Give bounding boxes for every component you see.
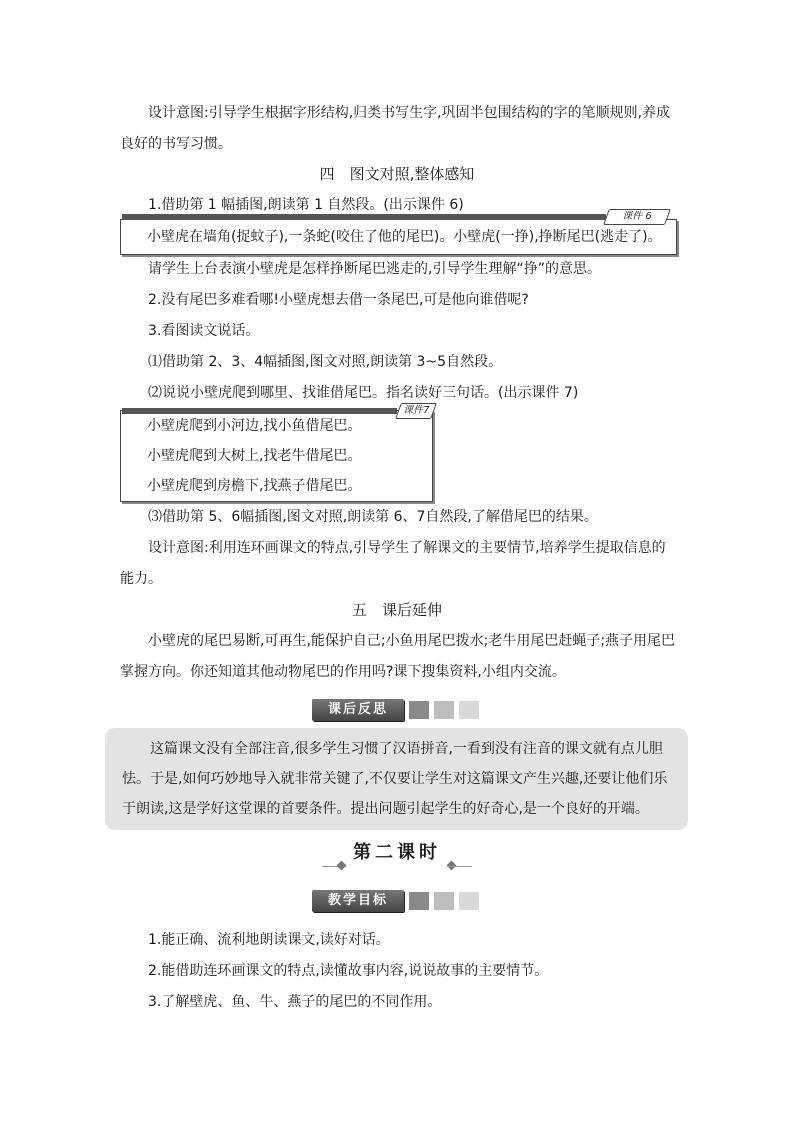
kejian-6-line: 小壁虎在墙角(捉蚊子),一条蛇(咬住了他的尾巴)。小壁虎(一挣),挣断尾巴(逃走了)。 <box>147 229 662 245</box>
kejian-7-tab-stripe <box>122 408 397 414</box>
goal-2: 2.能借助连环画课文的特点,读懂故事内容,说说故事的主要情节。 <box>148 963 549 979</box>
step-2: 2.没有尾巴多难看哪!小壁虎想去借一条尾巴,可是他向谁借呢? <box>148 292 529 308</box>
after-kejian-6: 请学生上台表演小壁虎是怎样挣断尾巴逃走的,引导学生理解“挣”的意思。 <box>148 261 601 277</box>
step-3-1: ⑴借助第 2、3、4幅插图,图文对照,朗读第 3~5自然段。 <box>148 354 503 370</box>
reflection-box <box>105 728 688 830</box>
goals-bar <box>312 890 486 912</box>
kejian-6-box <box>120 219 677 255</box>
lesson-2-title: 第二课时 <box>353 842 441 863</box>
step-3-3: ⑶借助第 5、6幅插图,图文对照,朗读第 6、7自然段,了解借尾巴的结果。 <box>148 509 598 525</box>
bar-square-3 <box>459 701 479 719</box>
kejian-6-tab <box>603 209 671 225</box>
kejian-7-box <box>120 410 433 502</box>
step-3: 3.看图读文说话。 <box>148 323 260 339</box>
goal-3: 3.了解壁虎、鱼、牛、燕子的尾巴的不同作用。 <box>148 994 442 1010</box>
design-intent-paragraph-2: 设计意图:利用连环画课文的特点,引导学生了解课文的主要情节,培养学生提取信息的能力。 <box>120 540 666 587</box>
section-5-heading: 五 课后延伸 <box>351 601 442 619</box>
lesson-title-rule-right <box>448 866 472 867</box>
kejian-7-line-2: 小壁虎爬到大树上,找老牛借尾巴。 <box>147 448 362 464</box>
step-3-2: ⑵说说小壁虎爬到哪里、找谁借尾巴。指名读好三句话。(出示课件 7) <box>148 385 579 401</box>
kejian-6-tab-label: 课件 6 <box>622 211 652 222</box>
kejian-7-tab <box>395 403 437 419</box>
kejian-7-line-1: 小壁虎爬到小河边,找小鱼借尾巴。 <box>147 418 362 434</box>
reflection-label: 课后反思 <box>312 699 404 721</box>
goal-1: 1.能正确、流利地朗读课文,读好对话。 <box>148 932 390 948</box>
kejian-6-tab-stripe <box>122 214 606 220</box>
design-intent-paragraph-1: 设计意图:引导学生根据字形结构,归类书写生字,巩固半包围结构的字的笔顺规则,养成良好的书写习惯。 <box>120 105 671 152</box>
goals-square-1 <box>409 892 429 910</box>
bar-square-2 <box>434 701 454 719</box>
reflection-bar <box>312 699 486 721</box>
kejian-7-line-3: 小壁虎爬到房檐下,找燕子借尾巴。 <box>147 478 362 494</box>
section-5-body: 小壁虎的尾巴易断,可再生,能保护自己;小鱼用尾巴拨水;老牛用尾巴赶蝇子;燕子用尾巴掌握方向。你还知道其他动物尾巴的作用吗?课下搜集资料,小组内交流。 <box>120 633 676 680</box>
kejian-7-tab-label: 课件7 <box>402 405 430 416</box>
section-4-heading: 四 图文对照,整体感知 <box>319 165 475 183</box>
bar-square-1 <box>409 701 429 719</box>
goals-square-3 <box>459 892 479 910</box>
step-1: 1.借助第 1 幅插图,朗读第 1 自然段。(出示课件 6) <box>148 197 464 213</box>
reflection-body: 这篇课文没有全部注音,很多学生习惯了汉语拼音,一看到没有注音的课文就有点儿胆怯。于是,如何巧妙地导入就非常关键了,不仅要让学生对这篇课文产生兴趣,还要让他们乐于朗读,这是学好这堂课的首要条件。提出问题引起学生的好奇心,是一个良好的开端。 <box>122 741 668 817</box>
goals-label: 教学目标 <box>312 890 404 912</box>
goals-square-2 <box>434 892 454 910</box>
